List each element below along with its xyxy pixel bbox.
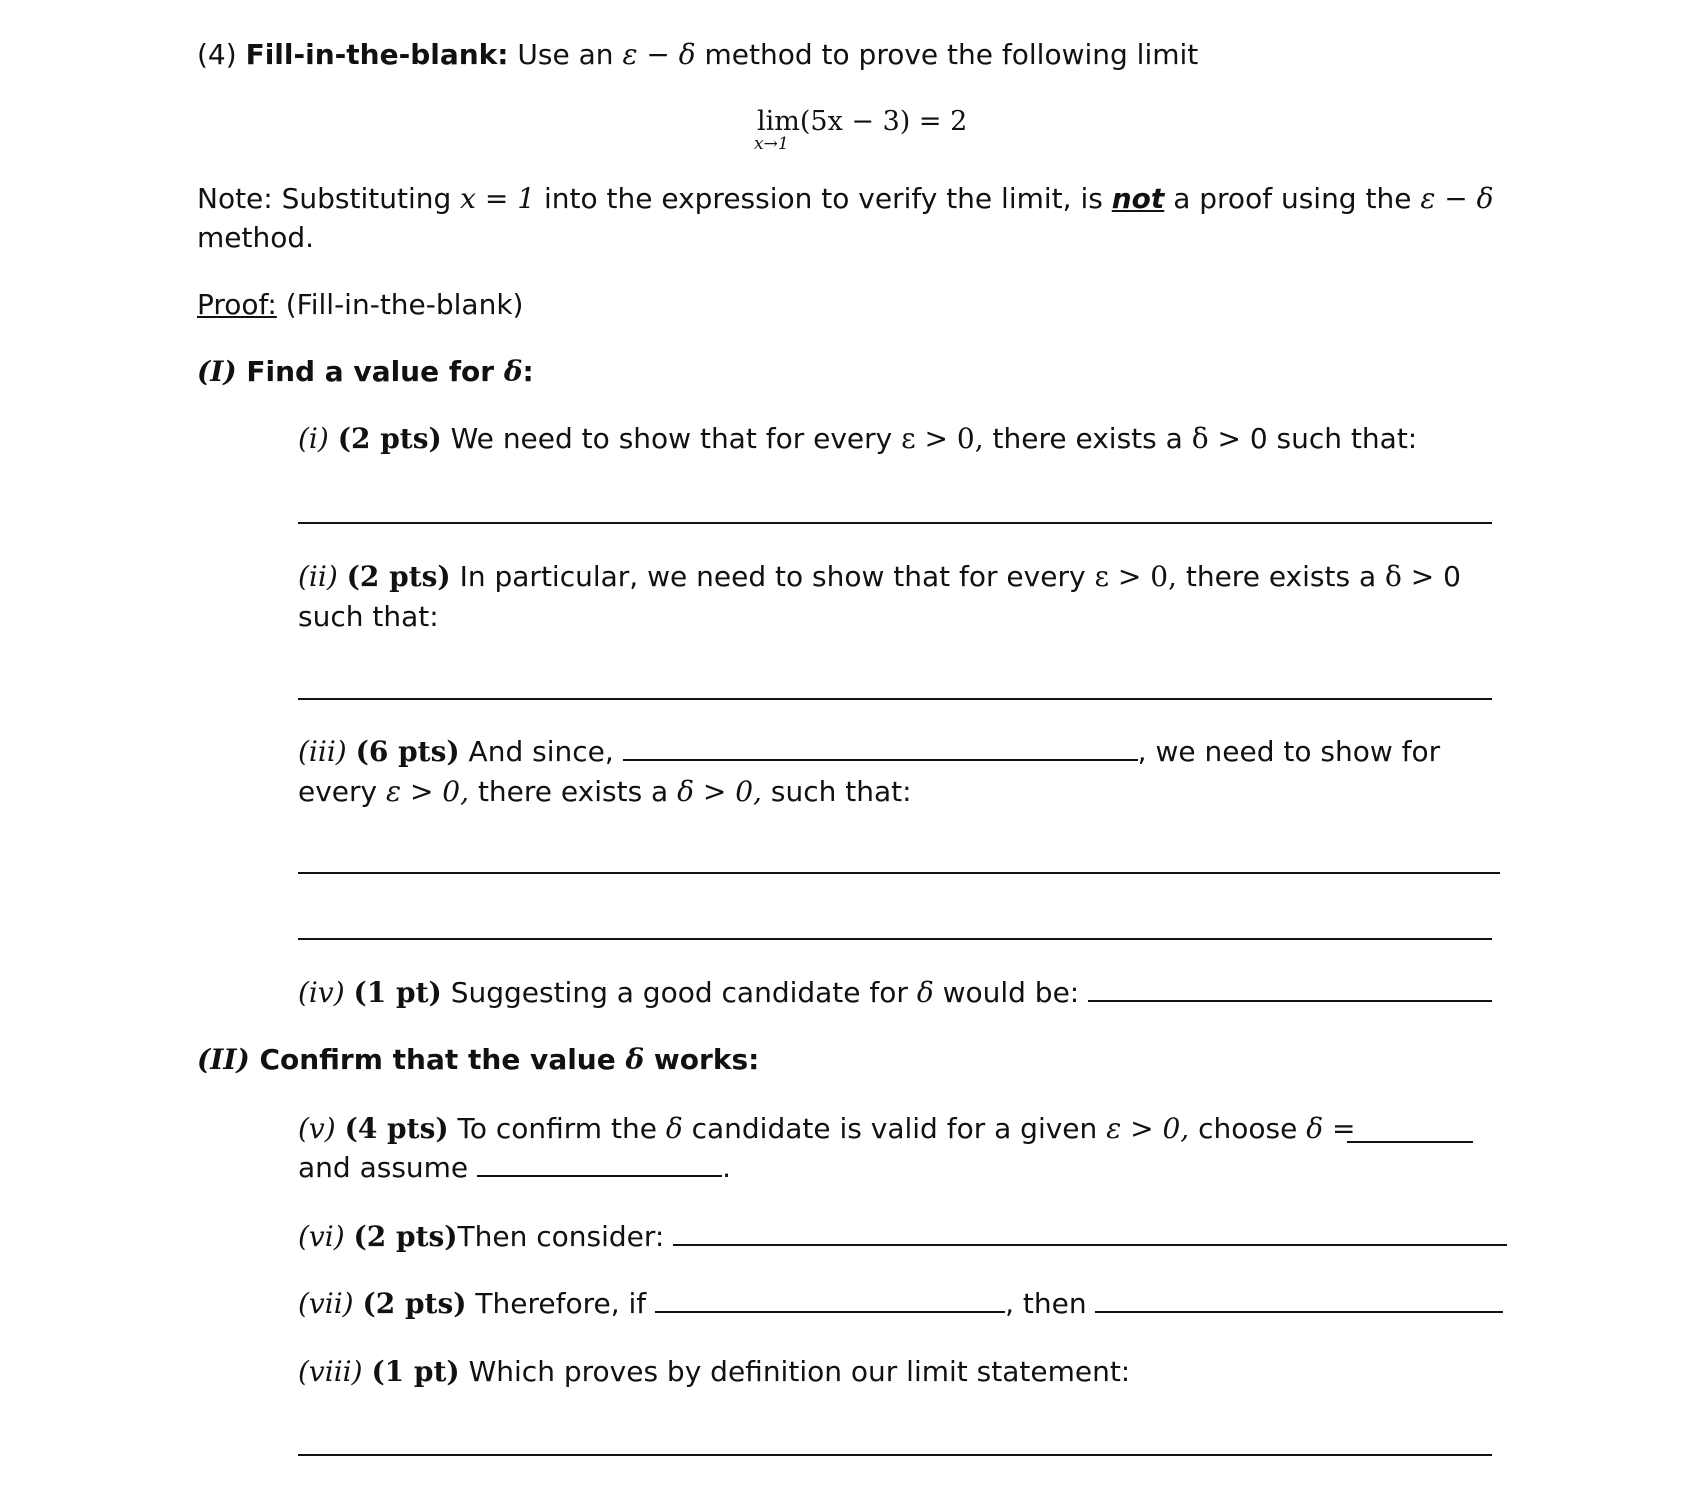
blank-vii-then[interactable] [1095, 1287, 1503, 1313]
blank-v-delta[interactable] [1347, 1141, 1473, 1143]
answer-line-iii-a[interactable] [298, 872, 1500, 874]
problem-statement: (4) Fill-in-the-blank: Use an ε − δ method to prove the following limit [197, 38, 1199, 71]
item-vii: (vii) (2 pts) Therefore, if , then [298, 1287, 1503, 1320]
item-iii-line-2: every ε > 0, there exists a δ > 0, such that: [298, 775, 912, 808]
blank-vi-consider[interactable] [673, 1220, 1507, 1246]
proof-heading: Proof: (Fill-in-the-blank) [197, 288, 524, 321]
item-vi: (vi) (2 pts)Then consider: [298, 1220, 1507, 1253]
limit-subscript: x→1 [754, 134, 789, 154]
answer-line-iii-b[interactable] [298, 938, 1492, 940]
item-v-line-2: and assume . [298, 1151, 731, 1184]
item-iv: (iv) (1 pt) Suggesting a good candidate for δ would be: [298, 976, 1492, 1009]
item-v: (v) (4 pts) To confirm the δ candidate is valid for a given ε > 0, choose δ = [298, 1112, 1356, 1145]
note-emphasis: not [1111, 182, 1165, 215]
blank-iii-condition[interactable] [623, 735, 1138, 761]
section-2-heading: (II) Confirm that the value δ works: [197, 1043, 760, 1076]
answer-line-i[interactable] [298, 522, 1492, 524]
proof-label: Proof: [197, 288, 277, 321]
problem-number: (4) [197, 38, 237, 71]
limit-expression: lim(5x − 3) = 2 [757, 106, 968, 137]
section-1-heading: (I) Find a value for δ: [197, 355, 534, 388]
blank-iv-delta[interactable] [1088, 976, 1492, 1002]
item-ii-line-2: such that: [298, 600, 439, 633]
item-ii: (ii) (2 pts) In particular, we need to show that for every ε > 0, there exists a δ > 0 [298, 560, 1461, 593]
note-line-2: method. [197, 221, 315, 254]
blank-v-assume[interactable] [477, 1151, 722, 1177]
blank-vii-if[interactable] [655, 1287, 1005, 1313]
item-iii: (iii) (6 pts) And since, , we need to show for [298, 735, 1441, 768]
problem-title: Fill-in-the-blank: [245, 38, 509, 71]
note-line-1: Note: Substituting x = 1 into the expression to verify the limit, is not a proof using the ε − δ [197, 182, 1494, 215]
item-i: (i) (2 pts) We need to show that for every ε > 0, there exists a δ > 0 such that: [298, 422, 1418, 455]
answer-line-ii[interactable] [298, 698, 1492, 700]
answer-line-viii[interactable] [298, 1454, 1492, 1456]
item-viii: (viii) (1 pt) Which proves by definition our limit statement: [298, 1355, 1131, 1388]
